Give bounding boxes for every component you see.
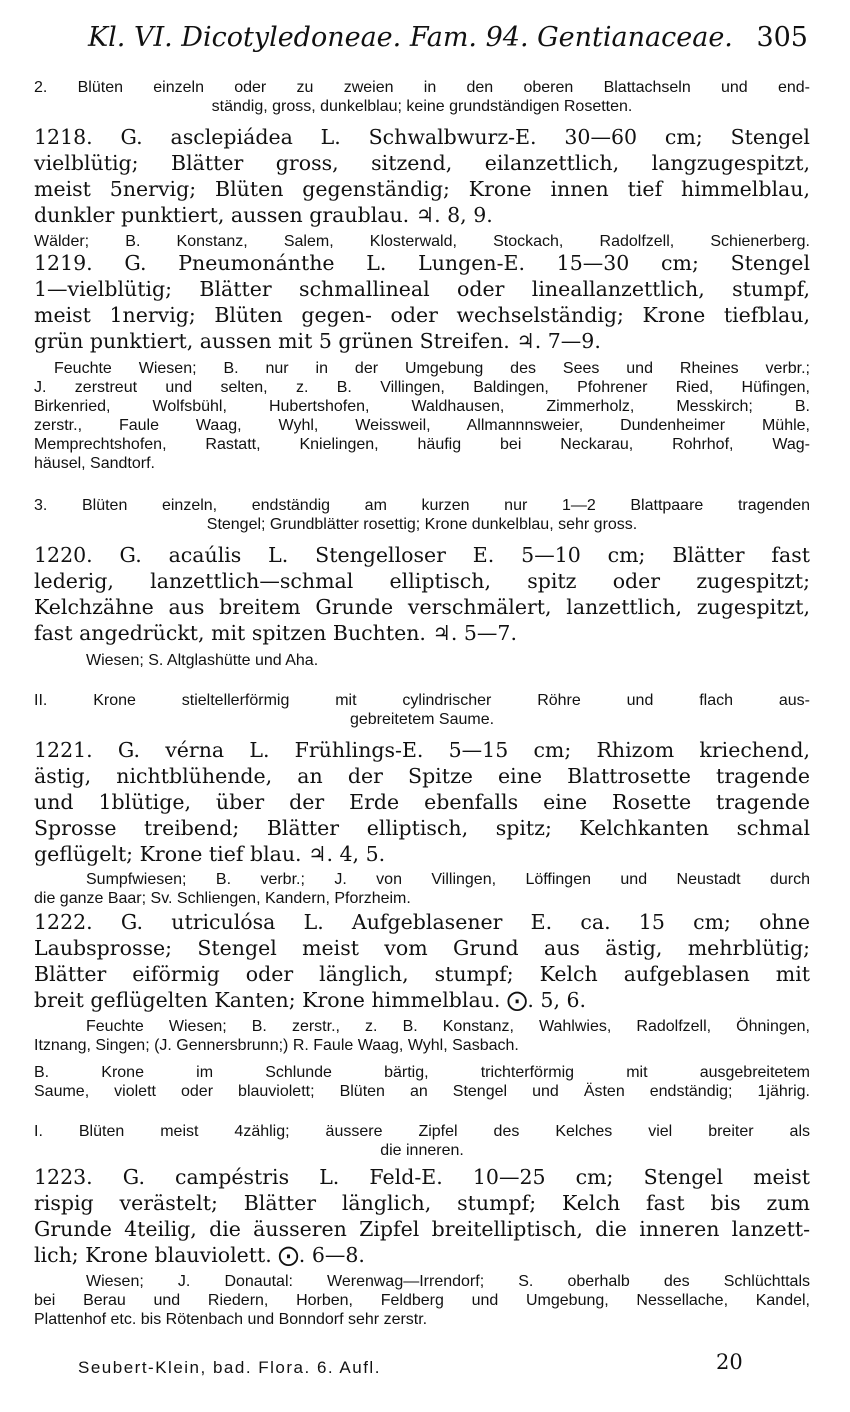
locality-text-line: Sumpfwiesen; B. verbr.; J. von Villingen, Löffingen und Neustadt durch [86,871,810,888]
locality-text-line: Feuchte Wiesen; B. nur in der Umgebung des Sees und Rheines verbr.; [54,360,810,377]
locality-text-line: Feuchte Wiesen; B. zerstr., z. B. Konstanz, Wahlwies, Radolfzell, Öhningen, [86,1018,810,1035]
species-text-line: vielblütig; Blätter gross, sitzend, eilanzettlich, langzugespitzt, [34,151,810,175]
locality-text-line: Birkenried, Wolfsbühl, Hubertshofen, Waldhausen, Zimmerholz, Messkirch; B. [34,398,810,415]
locality-text-line: Itznang, Singen; (J. Gennersbrunn;) R. Faule Waag, Wyhl, Sasbach. [34,1037,519,1054]
key-text-line: 2. Blüten einzeln oder zu zweien in den oberen Blattachseln und end- [34,79,810,96]
species-text-line: 1220. G. acaúlis L. Stengelloser E. 5—10 cm; Blätter fast [34,543,810,567]
key-text-line: Saume, violett oder blauviolett; Blüten an Stengel und Ästen endständig; 1jährig. [34,1083,810,1100]
species-text-line: 1222. G. utriculósa L. Aufgeblasener E. ca. 15 cm; ohne [34,910,810,934]
locality-text-line: Wälder; B. Konstanz, Salem, Klosterwald, Stockach, Radolfzell, Schienerberg. [34,233,810,250]
page-number: 305 [756,22,808,53]
species-text-line: dunkler punktiert, aussen graublau. ♃. 8, 9. [34,203,493,227]
species-text-line: 1219. G. Pneumonánthe L. Lungen-E. 15—30 cm; Stengel [34,251,810,275]
key-text-line: gebreitetem Saume. [349,711,495,728]
species-text-line: ästig, nichtblühende, an der Spitze eine Blattrosette tragende [34,764,810,788]
key-text-line: II. Krone stieltellerförmig mit cylindrischer Röhre und flach aus- [34,692,810,709]
species-text-line: lederig, lanzettlich—schmal elliptisch, spitz oder zugespitzt; [34,569,810,593]
key-text-line: die inneren. [380,1142,464,1159]
key-text-line: B. Krone im Schlunde bärtig, trichterförmig mit ausgebreitetem [34,1064,810,1081]
locality-text-line: die ganze Baar; Sv. Schliengen, Kandern, Pforzheim. [34,890,411,907]
locality-text-line: Wiesen; J. Donautal: Werenwag—Irrendorf; S. oberhalb des Schlüchttals [86,1273,810,1290]
header-title: Kl. VI. Dicotyledoneae. Fam. 94. Gentianaceae. [88,22,733,53]
locality-text-line: Wiesen; S. Altglashütte und Aha. [86,652,319,669]
key-text-line: I. Blüten meist 4zählig; äussere Zipfel des Kelches viel breiter als [34,1123,810,1140]
species-text-line: Laubsprosse; Stengel meist vom Grund aus ästig, mehrblütig; [34,936,810,960]
species-text-line: meist 5nervig; Blüten gegenständig; Krone innen tief himmelblau, [34,177,810,201]
species-text-line: geflügelt; Krone tief blau. ♃. 4, 5. [34,842,386,866]
key-text-line: 3. Blüten einzeln, endständig am kurzen nur 1—2 Blattpaare tragenden [34,497,810,514]
species-text-line: meist 1nervig; Blüten gegen- oder wechselständig; Krone tiefblau, [34,303,810,327]
locality-text-line: häusel, Sandtorf. [34,455,155,472]
species-text-line: 1—vielblütig; Blätter schmallineal oder lineallanzettlich, stumpf, [34,277,810,301]
locality-text-line: Plattenhof etc. bis Rötenbach und Bonndorf sehr zerstr. [34,1311,428,1328]
species-text-line: grün punktiert, aussen mit 5 grünen Streifen. ♃. 7—9. [34,329,601,353]
locality-text-line: Memprechtshofen, Rastatt, Knielingen, häufig bei Neckarau, Rohrhof, Wag- [34,436,810,453]
species-text-line: Sprosse treibend; Blätter elliptisch, spitz; Kelchkanten schmal [34,816,810,840]
key-text-line: Stengel; Grundblätter rosettig; Krone dunkelblau, sehr gross. [206,516,638,533]
species-text-line: Blätter eiförmig oder länglich, stumpf; Kelch aufgeblasen mit [34,962,810,986]
species-text-line: 1221. G. vérna L. Frühlings-E. 5—15 cm; Rhizom kriechend, [34,738,810,762]
species-text-line: rispig verästelt; Blätter länglich, stumpf; Kelch fast bis zum [34,1191,810,1215]
species-text-line: fast angedrückt, mit spitzen Buchten. ♃. 5—7. [34,621,517,645]
key-text-line: ständig, gross, dunkelblau; keine grundständigen Rosetten. [211,98,633,115]
running-header [88,22,808,62]
locality-text-line: bei Berau und Riedern, Horben, Feldberg und Umgebung, Nessellache, Kandel, [34,1292,810,1309]
locality-text-line: zerstr., Faule Waag, Wyhl, Weissweil, Allmannnsweier, Dundenheimer Mühle, [34,417,810,434]
locality-text-line: J. zerstreut und selten, z. B. Villingen, Baldingen, Pfohrener Ried, Hüfingen, [34,379,810,396]
species-text-line: lich; Krone blauviolett. ⨀. 6—8. [34,1243,365,1267]
species-text-line: Grunde 4teilig, die äusseren Zipfel breitelliptisch, die inneren lanzett- [34,1217,810,1241]
species-text-line: 1223. G. campéstris L. Feld-E. 10—25 cm; Stengel meist [34,1165,810,1189]
species-text-line: und 1blütige, über der Erde ebenfalls eine Rosette tragende [34,790,810,814]
footer-source: Seubert-Klein, bad. Flora. 6. Aufl. [78,1358,381,1377]
species-text-line: breit geflügelten Kanten; Krone himmelblau. ⨀. 5, 6. [34,988,587,1012]
signature-mark: 20 [716,1350,743,1374]
species-text-line: 1218. G. asclepiádea L. Schwalbwurz-E. 30—60 cm; Stengel [34,125,810,149]
species-text-line: Kelchzähne aus breitem Grunde verschmälert, lanzettlich, zugespitzt, [34,595,810,619]
